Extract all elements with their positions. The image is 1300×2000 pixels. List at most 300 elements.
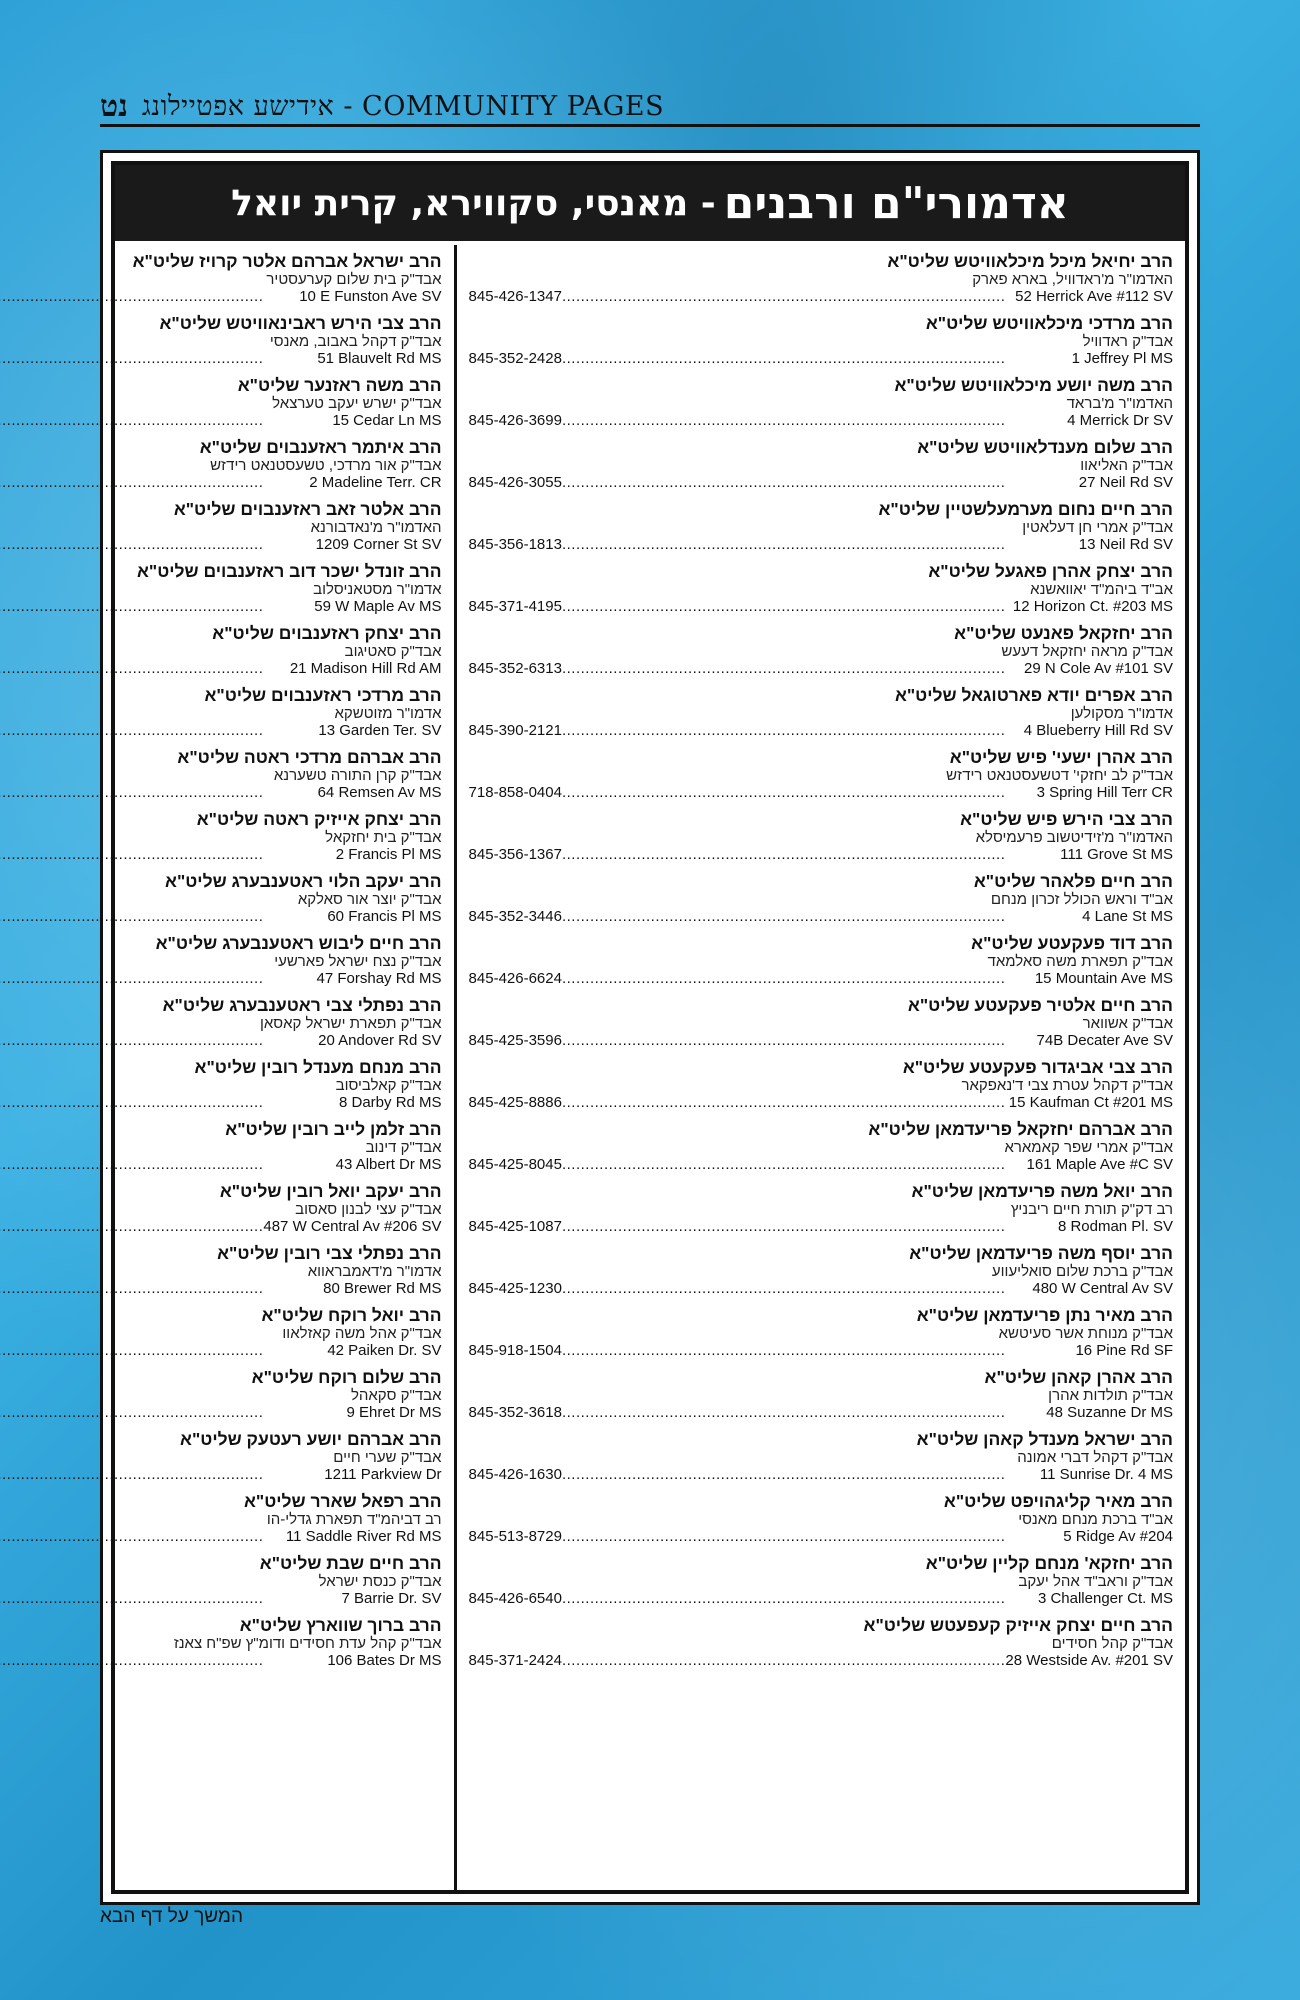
rabbi-title: אבד"ק ראדוויל xyxy=(1082,333,1173,350)
dot-leader xyxy=(0,1156,336,1174)
directory-entry xyxy=(469,1429,1173,1484)
street-address: 74B Decater Ave SV xyxy=(1036,1032,1173,1049)
contact-line xyxy=(469,846,1173,864)
directory-entry xyxy=(469,437,1173,492)
directory-entry xyxy=(0,623,442,678)
directory-entry xyxy=(469,1553,1173,1608)
contact-line xyxy=(469,350,1173,368)
street-address: 51 Blauvelt Rd MS xyxy=(317,350,442,367)
dot-leader xyxy=(0,598,314,616)
rabbi-name: הרב מאיר נתן פריעדמאן שליט"א xyxy=(916,1305,1173,1325)
rabbi-name: הרב יחיאל מיכל מיכלאוויטש שליט"א xyxy=(887,251,1173,271)
rabbi-name: הרב אלטר זאב ראזענבוים שליט"א xyxy=(173,499,442,519)
street-address: 8 Darby Rd MS xyxy=(339,1094,442,1111)
phone-number[interactable]: 845-371-2424 xyxy=(468,1652,562,1669)
dot-leader xyxy=(0,412,332,430)
dot-leader xyxy=(0,1342,327,1360)
dot-leader xyxy=(0,784,318,802)
dot-leader xyxy=(562,1590,1038,1608)
contact-line xyxy=(0,1342,442,1360)
rabbi-title: אבד"ק קאלביסוב xyxy=(335,1077,442,1094)
rabbi-name: הרב אברהם מרדכי ראטה שליט"א xyxy=(177,747,442,767)
street-address: 4 Blueberry Hill Rd SV xyxy=(1023,722,1173,739)
rabbi-title: אבד"ק דינוב xyxy=(365,1139,442,1156)
contact-line xyxy=(469,1652,1173,1670)
contact-line xyxy=(469,1528,1173,1546)
directory-entry xyxy=(469,809,1173,864)
street-address: 5 Ridge Av #204 xyxy=(1063,1528,1173,1545)
dot-leader xyxy=(562,1032,1037,1050)
directory-entry xyxy=(469,1119,1173,1174)
rabbi-title: אב"ד וראש הכולל זכרון מנחם xyxy=(990,891,1173,908)
contact-line xyxy=(469,474,1173,492)
directory-entry xyxy=(469,623,1173,678)
street-address: 80 Brewer Rd MS xyxy=(323,1280,442,1297)
street-address: 11 Sunrise Dr. 4 MS xyxy=(1039,1466,1173,1483)
street-address: 8 Rodman Pl. SV xyxy=(1057,1218,1173,1235)
rabbi-name: הרב יצחק אהרן פאגעל שליט"א xyxy=(928,561,1173,581)
rabbi-name: הרב ישראל מענדל קאהן שליט"א xyxy=(916,1429,1173,1449)
dot-leader xyxy=(562,412,1067,430)
rabbi-title: אבד"ק ישרש יעקב טערצאל xyxy=(272,395,442,412)
contact-line xyxy=(0,1404,442,1422)
directory-column-middle xyxy=(0,245,457,1890)
dot-leader xyxy=(0,1032,318,1050)
rabbi-title: אדמו"ר מזוטשקא xyxy=(334,705,442,722)
rabbi-title: אבד"ק דקהל עטרת צבי ד'נאפקאר xyxy=(961,1077,1173,1094)
dot-leader xyxy=(562,598,1013,616)
rabbi-name: הרב דוד פעקעטע שליט"א xyxy=(971,933,1173,953)
contact-line xyxy=(0,412,442,430)
rabbi-title: אבד"ק נצח ישראל פארשעי xyxy=(274,953,442,970)
street-address: 487 W Central Av #206 SV xyxy=(263,1218,442,1235)
rabbi-title: אבד"ק קהל עדת חסידים ודומ"ץ שפ"ח צאנז xyxy=(173,1635,442,1652)
directory-columns xyxy=(115,245,1185,1890)
directory-entry xyxy=(0,809,442,864)
contact-line xyxy=(0,970,442,988)
phone-number[interactable]: 845-371-4195 xyxy=(468,598,562,615)
street-address: 47 Forshay Rd MS xyxy=(316,970,442,987)
street-address: 64 Remsen Av MS xyxy=(317,784,442,801)
street-address: 1 Jeffrey Pl MS xyxy=(1071,350,1173,367)
rabbi-title: אדמו"ר מסטאניסלוב xyxy=(313,581,442,598)
directory-entry xyxy=(0,437,442,492)
directory-column-right xyxy=(457,245,1185,1890)
rabbi-name: הרב נפתלי צבי רובין שליט"א xyxy=(217,1243,442,1263)
contact-line xyxy=(0,1218,442,1236)
rabbi-name: הרב אברהם יושע רעטעק שליט"א xyxy=(180,1429,442,1449)
rabbi-name: הרב מרדכי ראזענבוים שליט"א xyxy=(204,685,442,705)
street-address: 12 Horizon Ct. #203 MS xyxy=(1012,598,1173,615)
contact-line xyxy=(469,412,1173,430)
rabbi-title: אבד"ק שערי חיים xyxy=(333,1449,442,1466)
dot-leader xyxy=(0,288,299,306)
contact-line xyxy=(0,1032,442,1050)
directory-entry xyxy=(469,561,1173,616)
contact-line xyxy=(469,1032,1173,1050)
banner-subtitle: - מאנסי, סקווירא, קרית יואל xyxy=(231,182,716,224)
rabbi-name: הרב יחזקא' מנחם קליין שליט"א xyxy=(925,1553,1173,1573)
dot-leader xyxy=(0,1590,342,1608)
street-address: 7 Barrie Dr. SV xyxy=(341,1590,442,1607)
street-address: 9 Ehret Dr MS xyxy=(346,1404,442,1421)
rabbi-title: האדמו"ר מ'נאדבורנא xyxy=(310,519,442,536)
phone-number[interactable]: 845-356-1813 xyxy=(468,536,562,553)
directory-entry xyxy=(0,933,442,988)
contact-line xyxy=(469,970,1173,988)
directory-entry xyxy=(0,747,442,802)
dot-leader xyxy=(562,288,1015,306)
street-address: 4 Lane St MS xyxy=(1082,908,1173,925)
rabbi-name: הרב מאיר קליגהויפט שליט"א xyxy=(943,1491,1173,1511)
contact-line xyxy=(0,908,442,926)
dot-leader xyxy=(562,1280,1032,1298)
rabbi-title: אבד"ק תפארת ישראל קאסאן xyxy=(259,1015,442,1032)
directory-entry xyxy=(0,1243,442,1298)
street-address: 52 Herrick Ave #112 SV xyxy=(1015,288,1173,305)
continued-note: המשך על דף הבא xyxy=(100,1906,244,1927)
dot-leader xyxy=(562,1156,1027,1174)
directory-entry xyxy=(0,995,442,1050)
street-address: 1211 Parkview Dr xyxy=(324,1466,442,1483)
rabbi-title: אב"ד ביהמ"ד יאוואשנא xyxy=(1030,581,1173,598)
rabbi-name: הרב שלום מענדלאוויטש שליט"א xyxy=(917,437,1173,457)
rabbi-name: הרב חיים ליבוש ראטענבערג שליט"א xyxy=(155,933,442,953)
phone-number[interactable]: 718-858-0404 xyxy=(468,784,562,801)
rabbi-name: הרב יואל משה פריעדמאן שליט"א xyxy=(911,1181,1173,1201)
contact-line xyxy=(469,1404,1173,1422)
phone-number[interactable]: 845-513-8729 xyxy=(468,1528,562,1545)
contact-line xyxy=(469,1280,1173,1298)
dot-leader xyxy=(0,474,309,492)
contact-line xyxy=(469,784,1173,802)
directory-entry xyxy=(469,747,1173,802)
directory-entry xyxy=(0,685,442,740)
dot-leader xyxy=(0,1466,324,1484)
rabbi-title: אבד"ק תפארת משה סאלמאד xyxy=(987,953,1173,970)
street-address: 48 Suzanne Dr MS xyxy=(1046,1404,1173,1421)
rabbi-title: האדמו"ר מ'בראד xyxy=(1066,395,1173,412)
dot-leader xyxy=(562,1652,1005,1670)
street-address: 42 Paiken Dr. SV xyxy=(327,1342,442,1359)
rabbi-title: אבד"ק תולדות אהרן xyxy=(1048,1387,1173,1404)
rabbi-title: אבד"ק בית שלום קערעסטיר xyxy=(266,271,442,288)
dot-leader xyxy=(562,536,1079,554)
directory-entry xyxy=(0,1615,442,1670)
rabbi-name: הרב אברהם יחזקאל פריעדמאן שליט"א xyxy=(868,1119,1173,1139)
street-address: 106 Bates Dr MS xyxy=(327,1652,442,1669)
rabbi-title: אבד"ק מנוחת אשר סעיטשא xyxy=(998,1325,1173,1342)
dot-leader xyxy=(0,1652,327,1670)
rabbi-name: הרב יעקב יואל רובין שליט"א xyxy=(219,1181,442,1201)
directory-entry xyxy=(469,1491,1173,1546)
directory-entry xyxy=(0,1305,442,1360)
dot-leader xyxy=(562,970,1035,988)
street-address: 16 Pine Rd SF xyxy=(1075,1342,1173,1359)
rabbi-name: הרב איתמר ראזענבוים שליט"א xyxy=(199,437,442,457)
dot-leader xyxy=(562,722,1024,740)
phone-number[interactable]: 845-352-3446 xyxy=(468,908,562,925)
directory-entry xyxy=(0,1491,442,1546)
directory-entry xyxy=(0,499,442,554)
dot-leader xyxy=(562,784,1037,802)
page-header xyxy=(100,88,1200,127)
contact-line xyxy=(0,474,442,492)
street-address: 13 Neil Rd SV xyxy=(1078,536,1173,553)
rabbi-name: הרב יחזקאל פאנעט שליט"א xyxy=(954,623,1173,643)
street-address: 15 Kaufman Ct #201 MS xyxy=(1008,1094,1173,1111)
rabbi-name: הרב מנחם מענדל רובין שליט"א xyxy=(194,1057,442,1077)
dot-leader xyxy=(0,1404,347,1422)
rabbi-title: האדמו"ר מ'זידיטשוב פרעמיסלא xyxy=(975,829,1173,846)
phone-number[interactable]: 845-426-1347 xyxy=(468,288,562,305)
street-address: 2 Francis Pl MS xyxy=(335,846,442,863)
dot-leader xyxy=(0,846,336,864)
directory-frame xyxy=(100,150,1200,1905)
phone-number[interactable]: 845-390-2121 xyxy=(468,722,562,739)
dot-leader xyxy=(562,846,1060,864)
contact-line xyxy=(0,722,442,740)
directory-entry xyxy=(469,933,1173,988)
dot-leader xyxy=(562,1466,1040,1484)
rabbi-title: אבד"ק סאטיגוב xyxy=(344,643,442,660)
phone-number[interactable]: 845-425-8886 xyxy=(468,1094,562,1111)
rabbi-title: אדמו"ר מ'דאמבראווא xyxy=(307,1263,442,1280)
street-address: 11 Saddle River Rd MS xyxy=(285,1528,442,1545)
rabbi-name: הרב חיים פלאהר שליט"א xyxy=(973,871,1173,891)
directory-entry xyxy=(0,375,442,430)
street-address: 480 W Central Av SV xyxy=(1032,1280,1173,1297)
contact-line xyxy=(469,288,1173,306)
directory-entry xyxy=(469,313,1173,368)
rabbi-name: הרב יצחק ראזענבוים שליט"א xyxy=(212,623,442,643)
phone-number[interactable]: 845-425-8045 xyxy=(468,1156,562,1173)
phone-number[interactable]: 845-426-1630 xyxy=(468,1466,562,1483)
rabbi-name: הרב אפרים יודא פארטוגאל שליט"א xyxy=(894,685,1173,705)
dot-leader xyxy=(562,1094,1009,1112)
rabbi-title: אבד"ק יוצר אור סאלקא xyxy=(297,891,442,908)
rabbi-title: אבד"ק דקהל באבוב, מאנסי xyxy=(269,333,442,350)
rabbi-title: אבד"ק עצי לבנון סאסוב xyxy=(295,1201,442,1218)
rabbi-title: אבד"ק אמרי שפר קאמארא xyxy=(1004,1139,1173,1156)
contact-line xyxy=(0,784,442,802)
contact-line xyxy=(0,1590,442,1608)
directory-entry xyxy=(0,1119,442,1174)
contact-line xyxy=(0,1156,442,1174)
directory-entry xyxy=(469,685,1173,740)
contact-line xyxy=(0,660,442,678)
phone-number[interactable]: 845-918-1504 xyxy=(468,1342,562,1359)
rabbi-name: הרב יוסף משה פריעדמאן שליט"א xyxy=(909,1243,1173,1263)
phone-number[interactable]: 845-356-1367 xyxy=(468,846,562,863)
dot-leader xyxy=(0,660,290,678)
phone-number[interactable]: 845-426-6624 xyxy=(468,970,562,987)
rabbi-name: הרב זונדל ישכר דוב ראזענבוים שליט"א xyxy=(136,561,442,581)
rabbi-name: הרב נפתלי צבי ראטענבערג שליט"א xyxy=(162,995,442,1015)
rabbi-title: רב דק"ק תורת חיים ריבניץ xyxy=(1010,1201,1173,1218)
dot-leader xyxy=(0,1094,339,1112)
directory-entry xyxy=(469,1615,1173,1670)
rabbi-name: הרב אהרן קאהן שליט"א xyxy=(984,1367,1173,1387)
phone-number[interactable]: 845-425-1087 xyxy=(468,1218,562,1235)
street-address: 13 Garden Ter. SV xyxy=(318,722,442,739)
contact-line xyxy=(469,1218,1173,1236)
dot-leader xyxy=(562,1218,1058,1236)
contact-line xyxy=(469,1590,1173,1608)
directory-entry xyxy=(0,561,442,616)
dot-leader xyxy=(562,1404,1046,1422)
directory-banner xyxy=(115,165,1185,241)
street-address: 28 Westside Av. #201 SV xyxy=(1005,1652,1173,1669)
rabbi-name: הרב יואל רוקח שליט"א xyxy=(261,1305,442,1325)
phone-number[interactable]: 845-426-3055 xyxy=(468,474,562,491)
directory-inner-border xyxy=(111,161,1189,1894)
rabbi-name: הרב ברוך שווארץ שליט"א xyxy=(239,1615,442,1635)
contact-line xyxy=(469,598,1173,616)
directory-entry xyxy=(469,1057,1173,1112)
directory-entry xyxy=(469,375,1173,430)
street-address: 20 Andover Rd SV xyxy=(318,1032,442,1049)
rabbi-name: הרב משה ראזנער שליט"א xyxy=(237,375,442,395)
rabbi-title: אבד"ק דקהל דברי אמונה xyxy=(1017,1449,1173,1466)
directory-entry xyxy=(469,995,1173,1050)
contact-line xyxy=(469,908,1173,926)
directory-entry xyxy=(469,251,1173,306)
directory-entry xyxy=(0,251,442,306)
contact-line xyxy=(469,536,1173,554)
street-address: 1209 Corner St SV xyxy=(315,536,442,553)
rabbi-title: אבד"ק בית יחזקאל xyxy=(325,829,442,846)
phone-number[interactable]: 845-425-1230 xyxy=(468,1280,562,1297)
phone-number[interactable]: 845-352-3618 xyxy=(468,1404,562,1421)
page-section-title: אידישע אפטיילונג - COMMUNITY PAGES xyxy=(141,91,665,122)
directory-entry xyxy=(0,871,442,926)
contact-line xyxy=(0,1094,442,1112)
phone-number[interactable]: 845-352-2428 xyxy=(468,350,562,367)
rabbi-title: אבד"ק אהל משה קאזלאוו xyxy=(282,1325,442,1342)
dot-leader xyxy=(0,1280,323,1298)
rabbi-name: הרב יעקב הלוי ראטענבערג שליט"א xyxy=(165,871,442,891)
dot-leader xyxy=(562,660,1024,678)
dot-leader xyxy=(0,908,327,926)
rabbi-name: הרב אהרן ישעי' פיש שליט"א xyxy=(949,747,1173,767)
street-address: 3 Challenger Ct. MS xyxy=(1037,1590,1173,1607)
phone-number[interactable]: 845-426-3699 xyxy=(468,412,562,429)
rabbi-name: הרב חיים שבת שליט"א xyxy=(259,1553,442,1573)
rabbi-title: אבד"ק אור מרדכי, טשעסטנאט רידזש xyxy=(210,457,442,474)
page-number: נט xyxy=(100,89,128,124)
contact-line xyxy=(0,1652,442,1670)
street-address: 27 Neil Rd SV xyxy=(1078,474,1173,491)
street-address: 60 Francis Pl MS xyxy=(327,908,442,925)
contact-line xyxy=(469,1094,1173,1112)
rabbi-title: אבד"ק סקאהל xyxy=(350,1387,442,1404)
directory-entry xyxy=(0,1181,442,1236)
contact-line xyxy=(0,846,442,864)
directory-entry xyxy=(469,1181,1173,1236)
contact-line xyxy=(469,660,1173,678)
rabbi-title: אב"ד ברכת מנחם מאנסי xyxy=(1018,1511,1173,1528)
rabbi-title: אבד"ק אשוואר xyxy=(1082,1015,1173,1032)
dot-leader xyxy=(562,908,1082,926)
dot-leader xyxy=(562,474,1079,492)
street-address: 3 Spring Hill Terr CR xyxy=(1036,784,1173,801)
street-address: 21 Madison Hill Rd AM xyxy=(289,660,442,677)
contact-line xyxy=(0,350,442,368)
rabbi-name: הרב שלום רוקח שליט"א xyxy=(251,1367,442,1387)
contact-line xyxy=(469,1466,1173,1484)
rabbi-name: הרב צבי הירש פיש שליט"א xyxy=(960,809,1173,829)
dot-leader xyxy=(0,350,317,368)
street-address: 111 Grove St MS xyxy=(1060,846,1173,863)
directory-entry xyxy=(0,1553,442,1608)
street-address: 161 Maple Ave #C SV xyxy=(1026,1156,1173,1173)
rabbi-name: הרב חיים אלטיר פעקעטע שליט"א xyxy=(907,995,1173,1015)
street-address: 15 Mountain Ave MS xyxy=(1034,970,1173,987)
directory-entry xyxy=(0,313,442,368)
contact-line xyxy=(0,288,442,306)
dot-leader xyxy=(0,536,316,554)
rabbi-name: הרב צבי הירש ראבינאוויטש שליט"א xyxy=(159,313,442,333)
dot-leader xyxy=(0,1528,286,1546)
banner-title: אדמורי"ם ורבנים xyxy=(723,177,1069,229)
dot-leader xyxy=(0,970,317,988)
rabbi-title: אבד"ק אמרי חן דעלאטין xyxy=(1022,519,1173,536)
street-address: 29 N Cole Av #101 SV xyxy=(1024,660,1173,677)
contact-line xyxy=(0,1466,442,1484)
street-address: 59 W Maple Av MS xyxy=(314,598,442,615)
rabbi-name: הרב חיים יצחק אייזיק קעפעטש שליט"א xyxy=(863,1615,1173,1635)
directory-entry xyxy=(469,1367,1173,1422)
directory-entry xyxy=(469,1243,1173,1298)
street-address: 4 Merrick Dr SV xyxy=(1067,412,1173,429)
directory-entry xyxy=(469,1305,1173,1360)
rabbi-title: אבד"ק כנסת ישראל xyxy=(318,1573,442,1590)
phone-number[interactable]: 845-425-3596 xyxy=(468,1032,562,1049)
rabbi-name: הרב ישראל אברהם אלטר קרויז שליט"א xyxy=(132,251,442,271)
rabbi-title: אדמו"ר מסקולען xyxy=(1070,705,1173,722)
rabbi-name: הרב מרדכי מיכלאוויטש שליט"א xyxy=(925,313,1173,333)
rabbi-title: האדמו"ר מ'ראדוויל, בארא פארק xyxy=(972,271,1173,288)
dot-leader xyxy=(562,1528,1063,1546)
rabbi-name: הרב משה יושע מיכלאוויטש שליט"א xyxy=(894,375,1173,395)
rabbi-name: הרב רפאל שארר שליט"א xyxy=(243,1491,442,1511)
phone-number[interactable]: 845-352-6313 xyxy=(468,660,562,677)
phone-number[interactable]: 845-426-6540 xyxy=(468,1590,562,1607)
street-address: 2 Madeline Terr. CR xyxy=(309,474,442,491)
rabbi-title: אבד"ק וראב"ד אהל יעקב xyxy=(1018,1573,1173,1590)
rabbi-name: הרב זלמן לייב רובין שליט"א xyxy=(225,1119,442,1139)
contact-line xyxy=(0,1528,442,1546)
dot-leader xyxy=(562,350,1072,368)
directory-entry xyxy=(469,499,1173,554)
rabbi-title: אבד"ק קרן התורה טשערנא xyxy=(273,767,442,784)
contact-line xyxy=(469,722,1173,740)
dot-leader xyxy=(0,1218,263,1236)
rabbi-title: אבד"ק מראה יחזקאל דעעש xyxy=(1001,643,1173,660)
contact-line xyxy=(0,598,442,616)
rabbi-name: הרב צבי אביגדור פעקעטע שליט"א xyxy=(902,1057,1173,1077)
rabbi-title: רב דביהמ"ד תפארת גדלי-הו xyxy=(266,1511,442,1528)
rabbi-name: הרב יצחק אייזיק ראטה שליט"א xyxy=(196,809,442,829)
rabbi-title: אבד"ק האליאוו xyxy=(1080,457,1173,474)
directory-entry xyxy=(0,1429,442,1484)
rabbi-title: אבד"ק ברכת שלום סואליעווע xyxy=(991,1263,1173,1280)
rabbi-title: אבד"ק קהל חסידים xyxy=(1051,1635,1173,1652)
directory-entry xyxy=(0,1367,442,1422)
contact-line xyxy=(0,536,442,554)
contact-line xyxy=(0,1280,442,1298)
